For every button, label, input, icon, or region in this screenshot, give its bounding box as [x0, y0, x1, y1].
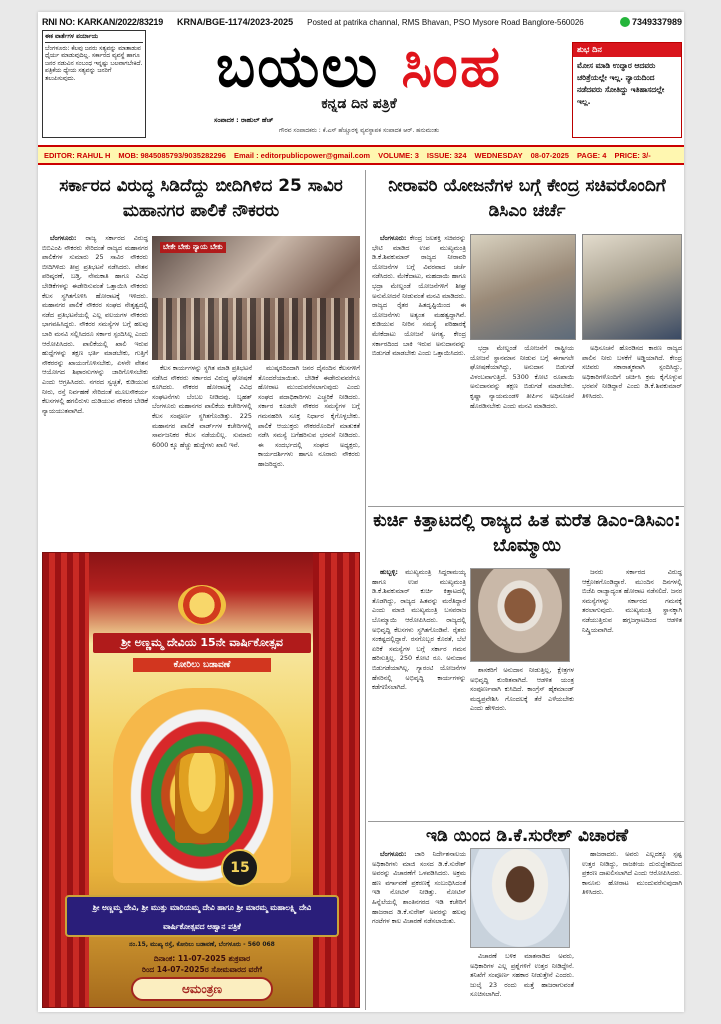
title-black: ಬಯಲು — [215, 32, 380, 100]
ad-banner: ಶ್ರೀ ಅಣ್ಣಮ್ಮ ದೇವಿ, ಶ್ರೀ ಮುತ್ತು ಮಾರಿಯಮ್ಮ ದೇವಿ ಹಾಗೂ ಶ್ರೀ ಮಾರಮ್ಮ ಮಹಾಲಕ್ಷ್ಮಿ ದೇವಿ ವಾರ್ಷಿಕೋತ್ಸವದ ಆಹ್ವಾನ ಪತ್ರಿಕೆ — [65, 895, 339, 937]
reporters-line: ಗೌರವ ಸಂಪಾದಕರು : ಕೆ.ಎಸ್ ಹೆಚ್ಚೂರಳ್ಳಿ ವ್ಯವಸ್ಥಾಪಕ ಸಂಪಾದಕ ಆರ್. ಹನುಮಂತು — [278, 127, 440, 134]
ad-date-line2: ರಿಂದ 14-07-2025ರ ಸೋಮವಾರದ ವರೆಗೆ — [142, 965, 262, 974]
title-block — [154, 34, 564, 134]
issue: ISSUE: 324 — [426, 150, 467, 160]
article2-text-left: ಕೇಂದ್ರ ಜಲಶಕ್ತಿ ಸಚಿವರನ್ನು ಭೇಟಿ ಮಾಡಿದ ಉಪ ಮುಖ್ಯಮಂತ್ರಿ ಡಿ.ಕೆ.ಶಿವಕುಮಾರ್ ರಾಜ್ಯದ ನೀರಾವರಿ ಯೋಜನೆಗಳ ಬಗ್ಗೆ ವಿವರವಾದ ಚರ್ಚೆ ನಡೆಸಿದರು. ಮೇಕೆದಾಟು, ಮಹದಾಯಿ ಹಾಗೂ ಭದ್ರಾ ಮೇಲ್ದಂಡೆ ಯೋಜನೆಗಳಿಗೆ ಶೀಘ್ರ ಅನುಮೋದನೆ ನೀಡುವಂತೆ ಮನವಿ ಮಾಡಿದರು. ರಾಜ್ಯದ ರೈತರ ಹಿತದೃಷ್ಟಿಯಿಂದ ಈ ಯೋಜನೆಗಳು ಅತ್ಯಂತ ಮಹತ್ವದ್ದಾಗಿವೆ. ಕುಡಿಯುವ ನೀರಿನ ಸಮಸ್ಯೆ ಪರಿಹಾರಕ್ಕೆ ಮೇಕೆದಾಟು ಯೋಜನೆ ಅಗತ್ಯ. ಕೇಂದ್ರ ಸರ್ಕಾರದಿಂದ ಬಾಕಿ ಇರುವ ಅನುದಾನವನ್ನು ಬಿಡುಗಡೆ ಮಾಡಬೇಕು ಎಂದು ಒತ್ತಾಯಿಸಿದರು. — [372, 234, 466, 358]
article1-column-mid — [152, 364, 252, 549]
volume: VOLUME: 3 — [378, 150, 419, 160]
article4-text-right: ಹಾಜರಾದರು. ಅವರು ಎಲ್ಲದಕ್ಕೂ ಸ್ಪಷ್ಟ ಉತ್ತರ ನೀಡಿದ್ದು, ರಾಜಕೀಯ ದುರುದ್ದೇಶದಿಂದ ಪ್ರಕರಣ ದಾಖಲಿಸಲಾಗಿದೆ ಎಂದು ಆರೋಪಿಸಿದರು. ಕಾನೂನು ಹೋರಾಟ ಮುಂದುವರೆಸುವುದಾಗಿ ತಿಳಿಸಿದರು. — [582, 850, 682, 897]
date: 08-07-2025 — [530, 150, 569, 160]
article4-column-mid — [470, 952, 574, 1008]
anniversary-badge: 15 — [221, 849, 259, 887]
article2-column-right — [582, 344, 682, 502]
article4-byline: ಬೆಂಗಳೂರು: — [380, 850, 407, 858]
temple-festival-advertisement — [42, 552, 360, 1008]
goddess-idol — [175, 753, 229, 843]
article3-text-mid: ಶಾಸಕರಿಗೆ ಅನುದಾನ ನೀಡುತ್ತಿಲ್ಲ, ಕ್ಷೇತ್ರಗಳ ಅಭಿವೃದ್ಧಿ ಕುಂಠಿತವಾಗಿದೆ. ಆಡಳಿತ ಯಂತ್ರ ಸಂಪೂರ್ಣವಾಗಿ ಕುಸಿದಿದೆ. ಕಾಂಗ್ರೆಸ್ ಹೈಕಮಾಂಡ್ ಮಧ್ಯಪ್ರವೇಶಿಸಿ ಗೊಂದಲಕ್ಕೆ ತೆರೆ ಎಳೆಯಬೇಕು ಎಂದು ಹೇಳಿದರು. — [470, 666, 574, 713]
email: Email : editorpublicpower@gmail.com — [233, 150, 371, 160]
left-ear-text: ಬೆಂಗಳೂರು: ಕೆಲವು ಜನರು ಸತ್ಯವನ್ನು ಮಾತಾಡುವ ಧೈರ್ಯ ಮಾಡುವುದಿಲ್ಲ. ಸರ್ಕಾರದ ವ್ಯವಸ್ಥೆ ಹಾಗೂ ಜನರ ನಡುವಿನ ಸಂಬಂಧ ಇನ್ನಷ್ಟು ಬಲವಾಗಬೇಕಿದೆ. ಪತ್ರಿಕೆಯ ಧ್ಯೇಯ ಸತ್ಯವನ್ನು ಜನರಿಗೆ ತಲುಪಿಸುವುದು. — [45, 44, 143, 82]
rni-number: RNI NO: KARKAN/2022/83219 — [42, 17, 164, 27]
ad-address: ನಂ.15, ಮುಖ್ಯ ರಸ್ತೆ, ಕೋರಿಲು ಬಡಾವಣೆ, ಬೆಂಗಳೂರು - 560 068 — [129, 941, 275, 948]
weekday: WEDNESDAY — [474, 150, 523, 160]
article3-headline: ಕುರ್ಚಿ ಕಿತ್ತಾಟದಲ್ಲಿ ರಾಜ್ಯದ ಹಿತ ಮರೆತ ಡಿಎಂ-ಡಿಸಿಎಂ: ಬೊಮ್ಮಾಯಿ — [373, 511, 681, 556]
article1-column-left — [42, 234, 148, 549]
article2-text-right: ಅಧಿಸೂಚನೆ ಹೊರಡಿಸದ ಕಾರಣ ರಾಜ್ಯದ ಪಾಲಿನ ನೀರು ಬಳಕೆಗೆ ಅಡ್ಡಿಯಾಗಿದೆ. ಕೇಂದ್ರ ಸಚಿವರು ಸಕಾರಾತ್ಮಕವಾಗಿ ಸ್ಪಂದಿಸಿದ್ದು, ಅಧಿಕಾರಿಗಳೊಂದಿಗೆ ಚರ್ಚಿಸಿ ಕ್ರಮ ಕೈಗೊಳ್ಳುವ ಭರವಸೆ ನೀಡಿದ್ದಾರೆ ಎಂದು ಡಿ.ಕೆ.ಶಿವಕುಮಾರ್ ತಿಳಿಸಿದರು. — [582, 344, 682, 400]
ad-invitation: ಆಮಂತ್ರಣ — [131, 977, 273, 1001]
meeting-photo-1 — [470, 234, 576, 340]
price: PRICE: 3/- — [614, 150, 651, 160]
divider-a3-a4 — [368, 821, 684, 822]
newspaper-subtitle: ಕನ್ನಡ ದಿನ ಪತ್ರಿಕೆ — [321, 96, 397, 112]
issue-info-bar — [38, 145, 684, 165]
whatsapp-icon — [620, 17, 630, 27]
right-ear-heading: ಶುಭ ದಿನ — [573, 43, 681, 57]
article2-column-mid — [470, 344, 574, 502]
page-number: PAGE: 4 — [576, 150, 607, 160]
article4-text-left: ಜಾರಿ ನಿರ್ದೇಶನಾಲಯ ಅಧಿಕಾರಿಗಳು ಮಾಜಿ ಸಂಸದ ಡಿ.ಕೆ.ಸುರೇಶ್ ಅವರನ್ನು ವಿಚಾರಣೆಗೆ ಒಳಪಡಿಸಿದರು. ಅಕ್ರಮ ಹಣ ವರ್ಗಾವಣೆ ಪ್ರಕರಣಕ್ಕೆ ಸಂಬಂಧಿಸಿದಂತೆ ಇಡಿ ನೋಟಿಸ್ ನೀಡಿತ್ತು. ನೋಟಿಸ್ ಹಿನ್ನೆಲೆಯಲ್ಲಿ ಶಾಂತಿನಗರದ ಇಡಿ ಕಚೇರಿಗೆ ಹಾಜರಾದ ಡಿ.ಕೆ.ಸುರೇಶ್ ಅವರನ್ನು ಹಲವು ಗಂಟೆಗಳ ಕಾಲ ವಿಚಾರಣೆ ನಡೆಸಲಾಯಿತು. — [372, 850, 466, 926]
protest-photo — [152, 236, 360, 360]
divider-a2-a3 — [368, 506, 684, 507]
article2-text-mid: ಭದ್ರಾ ಮೇಲ್ದಂಡೆ ಯೋಜನೆಗೆ ರಾಷ್ಟ್ರೀಯ ಯೋಜನೆ ಸ್ಥಾನಮಾನ ನೀಡುವ ಬಗ್ಗೆ ಈಗಾಗಲೇ ಘೋಷಣೆಯಾಗಿದ್ದು, ಅನುದಾನ ಬಿಡುಗಡೆ ವಿಳಂಬವಾಗುತ್ತಿದೆ. 5300 ಕೋಟಿ ರೂಪಾಯಿ ಅನುದಾನವನ್ನು ತಕ್ಷಣ ಬಿಡುಗಡೆ ಮಾಡಬೇಕು. ಕೃಷ್ಣಾ ನ್ಯಾಯಮಂಡಳಿ ತೀರ್ಪಿನ ಅಧಿಸೂಚನೆ ಹೊರಡಿಸಬೇಕು ಎಂದು ಮನವಿ ಮಾಡಿದರು. — [470, 344, 574, 410]
article1-text-mid: ಕೆಲಸ ಕಾರ್ಯಗಳನ್ನು ಸ್ಥಗಿತ ಮಾಡಿ ಪ್ರತಿಭಟನೆ ನಡೆಸಿದ ನೌಕರರು ಸರ್ಕಾರದ ವಿರುದ್ಧ ಘೋಷಣೆ ಕೂಗಿದರು. ನೌಕರರ ಹೋರಾಟಕ್ಕೆ ವಿವಿಧ ಸಂಘಟನೆಗಳು ಬೆಂಬಲ ನೀಡಿದವು. ಬೃಹತ್ ಬೆಂಗಳೂರು ಮಹಾನಗರ ಪಾಲಿಕೆಯ ಕಚೇರಿಗಳಲ್ಲಿ ಕೆಲಸ ಸಂಪೂರ್ಣ ಸ್ಥಗಿತಗೊಂಡಿತ್ತು. 225 ಮಹಾನಗರ ಪಾಲಿಕೆ ವಾರ್ಡ್‌ಗಳ ಕಚೇರಿಗಳಲ್ಲಿ ಸಾರ್ವಜನಿಕರ ಕೆಲಸ ನಡೆಯಲಿಲ್ಲ. ಸುಮಾರು 6000 ಕ್ಕೂ ಹೆಚ್ಚು ಹುದ್ದೆಗಳು ಖಾಲಿ ಇವೆ. — [152, 364, 252, 449]
bommai-portrait — [470, 568, 570, 662]
article3-text-right: ಜನರು ಸರ್ಕಾರದ ವಿರುದ್ಧ ಆಕ್ರೋಶಗೊಂಡಿದ್ದಾರೆ. ಮುಂದಿನ ದಿನಗಳಲ್ಲಿ ಬಿಜೆಪಿ ರಾಜ್ಯಾದ್ಯಂತ ಹೋರಾಟ ನಡೆಸಲಿದೆ. ಜನರ ಸಮಸ್ಯೆಗಳನ್ನು ಸರ್ಕಾರದ ಗಮನಕ್ಕೆ ತರಲಾಗುವುದು. ಮುಖ್ಯಮಂತ್ರಿ ಸ್ಥಾನಕ್ಕಾಗಿ ನಡೆಯುತ್ತಿರುವ ಹಗ್ಗಜಗ್ಗಾಟದಿಂದ ಆಡಳಿತ ನಿಷ್ಕ್ರಿಯವಾಗಿದೆ. — [582, 568, 682, 634]
article2-byline: ಬೆಂಗಳೂರು: — [380, 234, 407, 242]
deity-medallion-icon — [178, 585, 226, 625]
article4-text-mid: ವಿಚಾರಣೆ ಬಳಿಕ ಮಾತನಾಡಿದ ಅವರು, ಅಧಿಕಾರಿಗಳ ಎಲ್ಲ ಪ್ರಶ್ನೆಗಳಿಗೆ ಉತ್ತರ ನೀಡಿದ್ದೇನೆ. ತನಿಖೆಗೆ ಸಂಪೂರ್ಣ ಸಹಕಾರ ನೀಡುತ್ತೇನೆ ಎಂದರು. ಜುಲೈ 23 ರಂದು ಮತ್ತೆ ಹಾಜರಾಗುವಂತೆ ಸೂಚಿಸಲಾಗಿದೆ. — [470, 952, 574, 999]
article1-text-right: ಮುಷ್ಕರದಿಂದಾಗಿ ಜನರ ದೈನಂದಿನ ಕೆಲಸಗಳಿಗೆ ತೊಂದರೆಯಾಯಿತು. ಬೇಡಿಕೆ ಈಡೇರುವವರೆಗೂ ಹೋರಾಟ ಮುಂದುವರೆಸಲಾಗುವುದು ಎಂದು ಸಂಘದ ಪದಾಧಿಕಾರಿಗಳು ಎಚ್ಚರಿಕೆ ನೀಡಿದರು. ಸರ್ಕಾರ ಕೂಡಲೇ ನೌಕರರ ಸಮಸ್ಯೆಗಳ ಬಗ್ಗೆ ಗಮನಹರಿಸಿ ಸೂಕ್ತ ನಿರ್ಧಾರ ಕೈಗೊಳ್ಳಬೇಕು. ಪಾಲಿಕೆ ಆಯುಕ್ತರು ನೌಕರರೊಂದಿಗೆ ಮಾತುಕತೆ ನಡೆಸಿ ಸಮಸ್ಯೆ ಬಗೆಹರಿಸುವ ಭರವಸೆ ನೀಡಿದರು. ಈ ಸಂದರ್ಭದಲ್ಲಿ ಸಂಘದ ಅಧ್ಯಕ್ಷರು, ಕಾರ್ಯದರ್ಶಿಗಳು ಹಾಗೂ ನೂರಾರು ನೌಕರರು ಹಾಜರಿದ್ದರು. — [258, 364, 360, 468]
title-red: ಸಿಂಹ — [401, 32, 503, 100]
ad-title: ಶ್ರೀ ಅಣ್ಣಮ್ಮ ದೇವಿಯ 15ನೇ ವಾರ್ಷಿಕೋತ್ಸವ — [93, 633, 311, 653]
ad-date-line1: ದಿನಾಂಕ: 11-07-2025 ಶುಕ್ರವಾರ — [153, 954, 251, 963]
article4-column-right — [582, 850, 682, 1008]
masthead — [42, 30, 682, 140]
phone-number: 7349337989 — [631, 17, 682, 27]
article3-column-right — [582, 568, 682, 818]
article2-headline: ನೀರಾವರಿ ಯೋಜನೆಗಳ ಬಗ್ಗೆ ಕೇಂದ್ರ ಸಚಿವರೊಂದಿಗೆ ಡಿಸಿಎಂ ಚರ್ಚೆ — [388, 176, 666, 221]
dk-suresh-portrait — [470, 848, 570, 948]
column-divider — [365, 170, 366, 1010]
right-ear-box — [572, 42, 682, 138]
newspaper-page — [38, 12, 684, 1012]
phone — [620, 17, 682, 27]
article2-column-left — [372, 234, 466, 502]
article4-column-left — [372, 850, 466, 1008]
krna-number: KRNA/BGE-1174/2023-2025 — [177, 17, 294, 27]
article1-column-right — [258, 364, 360, 549]
posted-at: Posted at patrika channal, RMS Bhavan, PSO Mysore Road Banglore-560026 — [307, 17, 584, 27]
protest-crowd — [152, 298, 360, 360]
article1-text-left: ರಾಜ್ಯ ಸರ್ಕಾರದ ವಿರುದ್ಧ ಬಿಬಿಎಂಪಿ ನೌಕರರು ಸೇರಿದಂತೆ ರಾಜ್ಯದ ಮಹಾನಗರ ಪಾಲಿಕೆಗಳ ಸುಮಾರು 25 ಸಾವಿರ ನೌಕರರು ಬೀದಿಗಿಳಿದು ತೀವ್ರ ಪ್ರತಿಭಟನೆ ನಡೆಸಿದರು. ವೇತನ ಪರಿಷ್ಕರಣೆ, ಬಡ್ತಿ, ನೇಮಕಾತಿ ಹಾಗೂ ವಿವಿಧ ಬೇಡಿಕೆಗಳನ್ನು ಈಡೇರಿಸುವಂತೆ ಒತ್ತಾಯಿಸಿ ನೌಕರರು ಕೆಲಸ ಸ್ಥಗಿತಗೊಳಿಸಿ ಹೋರಾಟಕ್ಕೆ ಇಳಿದರು. ಮಹಾನಗರ ಪಾಲಿಕೆ ನೌಕರರ ಸಂಘದ ನೇತೃತ್ವದಲ್ಲಿ ನಡೆದ ಪ್ರತಿಭಟನೆಯಲ್ಲಿ ಎಲ್ಲ ವಲಯಗಳ ನೌಕರರು ಭಾಗವಹಿಸಿದ್ದರು. ನೌಕರರ ಸಮಸ್ಯೆಗಳ ಬಗ್ಗೆ ಹಲವು ಬಾರಿ ಮನವಿ ಸಲ್ಲಿಸಿದರೂ ಸರ್ಕಾರ ಸ್ಪಂದಿಸಿಲ್ಲ ಎಂದು ಆರೋಪಿಸಿದರು. ಪಾಲಿಕೆಯಲ್ಲಿ ಖಾಲಿ ಇರುವ ಹುದ್ದೆಗಳನ್ನು ತಕ್ಷಣ ಭರ್ತಿ ಮಾಡಬೇಕು, ಗುತ್ತಿಗೆ ನೌಕರರನ್ನು ಖಾಯಂಗೊಳಿಸಬೇಕು, ಏಳನೇ ವೇತನ ಆಯೋಗದ ಶಿಫಾರಸುಗಳನ್ನು ಜಾರಿಗೊಳಿಸಬೇಕು ಎಂದು ಆಗ್ರಹಿಸಿದರು. ನಗರದ ಸ್ವಚ್ಛತೆ, ಕುಡಿಯುವ ನೀರು, ರಸ್ತೆ ನಿರ್ವಹಣೆ ಸೇರಿದಂತೆ ಮೂಲಸೌಕರ್ಯ ಕೆಲಸಗಳಲ್ಲಿ ಹಗಲಿರುಳು ದುಡಿಯುವ ನೌಕರರ ಬೇಡಿಕೆ ನ್ಯಾಯಯುತವಾಗಿದೆ. — [42, 234, 148, 415]
article1-byline: ಬೆಂಗಳೂರು: — [50, 234, 77, 242]
ad-dates — [93, 953, 311, 975]
curtain-left — [43, 553, 89, 1008]
article4-headline: ಇಡಿ ಯಿಂದ ಡಿ.ಕೆ.ಸುರೇಶ್ ವಿಚಾರಣೆ — [425, 826, 628, 846]
article3-text-left: ಮುಖ್ಯಮಂತ್ರಿ ಸಿದ್ದರಾಮಯ್ಯ ಹಾಗೂ ಉಪ ಮುಖ್ಯಮಂತ್ರಿ ಡಿ.ಕೆ.ಶಿವಕುಮಾರ್ ಕುರ್ಚಿ ಕಿತ್ತಾಟದಲ್ಲಿ ತೊಡಗಿದ್ದು, ರಾಜ್ಯದ ಹಿತವನ್ನು ಮರೆತಿದ್ದಾರೆ ಎಂದು ಮಾಜಿ ಮುಖ್ಯಮಂತ್ರಿ ಬಸವರಾಜ ಬೊಮ್ಮಾಯಿ ಆರೋಪಿಸಿದರು. ರಾಜ್ಯದಲ್ಲಿ ಅಭಿವೃದ್ಧಿ ಕೆಲಸಗಳು ಸ್ಥಗಿತಗೊಂಡಿವೆ. ರೈತರು ಸಂಕಷ್ಟದಲ್ಲಿದ್ದಾರೆ. ರಸಗೊಬ್ಬರ ಕೊರತೆ, ಬೆಲೆ ಏರಿಕೆ ಸಮಸ್ಯೆಗಳ ಬಗ್ಗೆ ಸರ್ಕಾರ ಗಮನ ಹರಿಸುತ್ತಿಲ್ಲ. 250 ಕೋಟಿ ರೂ. ಅನುದಾನ ಬಿಡುಗಡೆಯಾಗಿಲ್ಲ. ಗ್ಯಾರಂಟಿ ಯೋಜನೆಗಳ ಹೆಸರಿನಲ್ಲಿ ಅಭಿವೃದ್ಧಿ ಕಾರ್ಯಗಳನ್ನು ಕಡೆಗಣಿಸಲಾಗಿದೆ. — [372, 568, 466, 692]
left-ear-heading: ಈಕ ವಾರ್ತೆಗಳ ಪರ್ಯಾಯ — [45, 33, 143, 43]
article3-column-left — [372, 568, 466, 818]
meeting-photo-2 — [582, 234, 682, 340]
newspaper-title — [154, 34, 564, 98]
article3-column-mid — [470, 666, 574, 818]
article3-byline: ಹುಬ್ಬಳ್ಳಿ: — [380, 568, 398, 576]
protest-sign: ಬೇಕೇ ಬೇಕು ನ್ಯಾಯ ಬೇಕು — [160, 242, 226, 253]
editor-line: ಸಂಪಾದಕ : ರಾಹುಲ್ ಹೆಚ್ — [214, 116, 274, 124]
ad-subtitle: ಕೋರಿಲು ಬಡಾವಣೆ — [133, 658, 271, 672]
article1-headline: ಸರ್ಕಾರದ ವಿರುದ್ಧ ಸಿಡಿದೆದ್ದು ಬೀದಿಗಿಳಿದ 25 ಸಾವಿರ ಮಹಾನಗರ ಪಾಲಿಕೆ ನೌಕರರು — [59, 176, 343, 221]
editor-name: EDITOR: RAHUL H — [44, 150, 111, 160]
left-ear-box — [42, 30, 146, 138]
right-ear-quote: ಮೋಸ ಮಾಡಿ ಉದ್ಧಾರ ಆದವರು ಚರಿತ್ರೆಯಲ್ಲೇ ಇಲ್ಲ. ನ್ಯಾಯದಿಂದ ನಡೆದವರು ಸೋತಿದ್ದು ಇತಿಹಾಸದಲ್ಲೇ ಇಲ್ಲ. — [577, 61, 665, 106]
top-registration-row — [42, 15, 682, 29]
curtain-right — [313, 553, 359, 1008]
mobile: MOB: 9845085793/9035282296 — [118, 150, 226, 160]
